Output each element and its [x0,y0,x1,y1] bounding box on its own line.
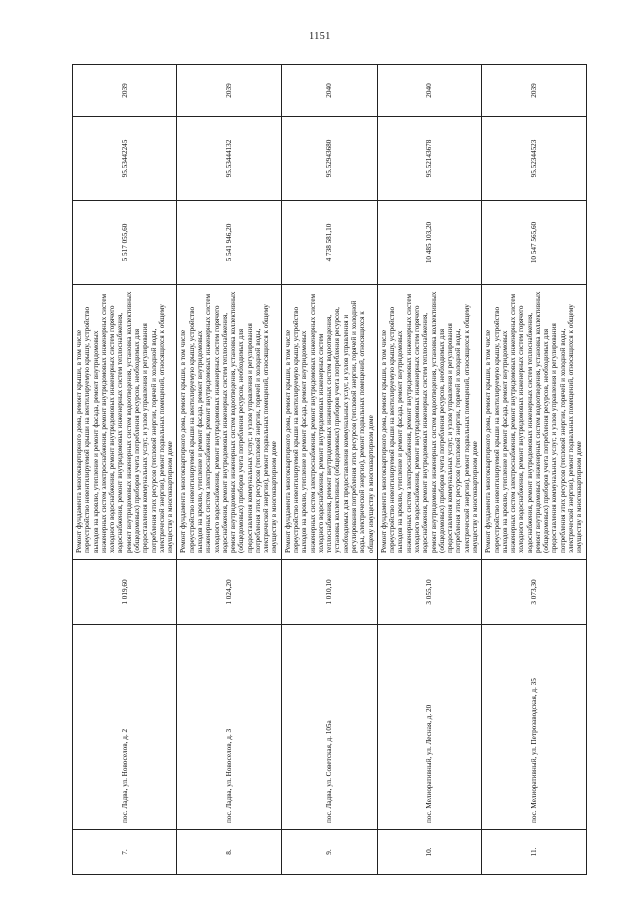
repair-cost: 5 541 946,20 [177,201,281,285]
repair-register-table [72,64,587,875]
row-number: 10. [377,830,481,875]
row-number: 11. [482,830,586,875]
row-number: 9. [281,830,377,875]
building-area: 3 055,10 [377,560,481,625]
works-description: Ремонт фундамента многоквартирного дома, ремонт крыши, в том числе переустройство невентилируемой крыши на вентилируемую крышу, устройство выходов на кровлю, утепление и ремонт фасада, ремонт внутридомовых инженерных систем электроснабжения, ремонт внутридомовых инженерных систем холодного водоснабжения, ремонт внутридомовых инженерных систем горячего водоснабжения, ремонт внутридомовых инженерных систем теплоснабжения, ремонт внутридомовых инженерных систем водоотведения, установка коллективных (общедомовых) приборов учета потребления ресурсов, необходимых для предоставления коммунальных услуг, и узлов управления и регулирования потребления этих ресурсов (тепловой энергии, горячей и холодной воды, электрической энергии), ремонт подвальных помещений, относящихся к общему имуществу в многоквартирном доме [73,285,177,560]
planned-year: 2039 [73,65,177,117]
table-row [177,65,281,875]
cost-code: 95.52344523 [482,117,586,201]
building-address: пос. Мелиоративный, ул. Петрозаводская, д. 35 [482,625,586,830]
building-address: пос. Мелиоративный, ул. Лесная, д. 20 [377,625,481,830]
building-address: пос. Ладва, ул. Новоселов, д. 2 [73,625,177,830]
table-row [482,65,586,875]
table-row [377,65,481,875]
table-row [73,65,177,875]
works-description: Ремонт фундамента многоквартирного дома, ремонт крыши, в том числе переустройство невентилируемой крыши на вентилируемую крышу, устройство выходов на кровлю, утепление и ремонт фасада, ремонт внутридомовых инженерных систем электроснабжения, ремонт внутридомовых инженерных систем холодного водоснабжения, ремонт внутридомовых инженерных систем горячего водоснабжения, ремонт внутридомовых инженерных систем теплоснабжения, ремонт внутридомовых инженерных систем водоотведения, установка коллективных (общедомовых) приборов учета потребления ресурсов, необходимых для предоставления коммунальных услуг, и узлов управления и регулирования потребления этих ресурсов (тепловой энергии, горячей и холодной воды, электрической энергии), ремонт подвальных помещений, относящихся к общему имуществу в многоквартирном доме [482,285,586,560]
building-area: 1 019,60 [73,560,177,625]
planned-year: 2040 [377,65,481,117]
works-description: Ремонт фундамента многоквартирного дома, ремонт крыши, в том числе переустройство невентилируемой крыши на вентилируемую крышу, устройство выходов на кровлю, утепление и ремонт фасада, ремонт внутридомовых инженерных систем электроснабжения, ремонт внутридомовых инженерных систем холодного водоснабжения, ремонт внутридомовых инженерных систем горячего водоснабжения, ремонт внутридомовых инженерных систем теплоснабжения, ремонт внутридомовых инженерных систем водоотведения, установка коллективных (общедомовых) приборов учета потребления ресурсов, необходимых для предоставления коммунальных услуг, и узлов управления и регулирования потребления этих ресурсов (тепловой энергии, горячей и холодной воды, электрической энергии), ремонт подвальных помещений, относящихся к общему имуществу в многоквартирном доме [377,285,481,560]
row-number: 8. [177,830,281,875]
planned-year: 2039 [177,65,281,117]
rotated-table-container [72,65,584,875]
cost-code: 95.53444132 [177,117,281,201]
repair-cost: 4 738 581,10 [281,201,377,285]
building-area: 1 024,20 [177,560,281,625]
building-area: 1 010,10 [281,560,377,625]
planned-year: 2040 [281,65,377,117]
building-area: 3 073,30 [482,560,586,625]
building-address: пос. Ладва, ул. Новоселов, д. 3 [177,625,281,830]
repair-cost: 5 517 055,60 [73,201,177,285]
page-number: 1151 [309,31,331,42]
repair-cost: 10 547 565,60 [482,201,586,285]
cost-code: 95.53442245 [73,117,177,201]
repair-cost: 10 485 103,20 [377,201,481,285]
table-row [281,65,377,875]
row-number: 7. [73,830,177,875]
works-description: Ремонт фундамента многоквартирного дома, ремонт крыши, в том числе переустройство невентилируемой крыши на вентилируемую крышу, устройство выходов на кровлю, утепление и ремонт фасада, ремонт внутридомовых инженерных систем электроснабжения, ремонт внутридомовых инженерных систем холодного водоснабжения, ремонт внутридомовых инженерных систем горячего водоснабжения, ремонт внутридомовых инженерных систем теплоснабжения, ремонт внутридомовых инженерных систем водоотведения, установка коллективных (общедомовых) приборов учета потребления ресурсов, необходимых для предоставления коммунальных услуг, и узлов управления и регулирования потребления этих ресурсов (тепловой энергии, горячей и холодной воды, электрической энергии), ремонт подвальных помещений, относящихся к общему имуществу в многоквартирном доме [177,285,281,560]
cost-code: 95.52143678 [377,117,481,201]
cost-code: 95.52943680 [281,117,377,201]
works-description: Ремонт фундамента многоквартирного дома, ремонт крыши, в том числе переустройство невентилируемой крыши на вентилируемую крышу, устройство выходов на кровлю, утепление и ремонт фасада, ремонт внутридомовых инженерных систем электроснабжения, ремонт внутридомовых инженерных систем холодного водоснабжения, ремонт внутридомовых инженерных систем теплоснабжения, ремонт внутридомовых инженерных систем водоотведения, установка коллективных (общедомовых) приборов учета потребления ресурсов, необходимых для предоставления коммунальных услуг, и узлов управления и регулирования потребления этих ресурсов (тепловой энергии, горячей и холодной воды, электрической энергии), ремонт подвальных помещений, относящихся к общему имуществу в многоквартирном доме [281,285,377,560]
building-address: пос. Ладва, ул. Советская, д. 105а [281,625,377,830]
planned-year: 2039 [482,65,586,117]
